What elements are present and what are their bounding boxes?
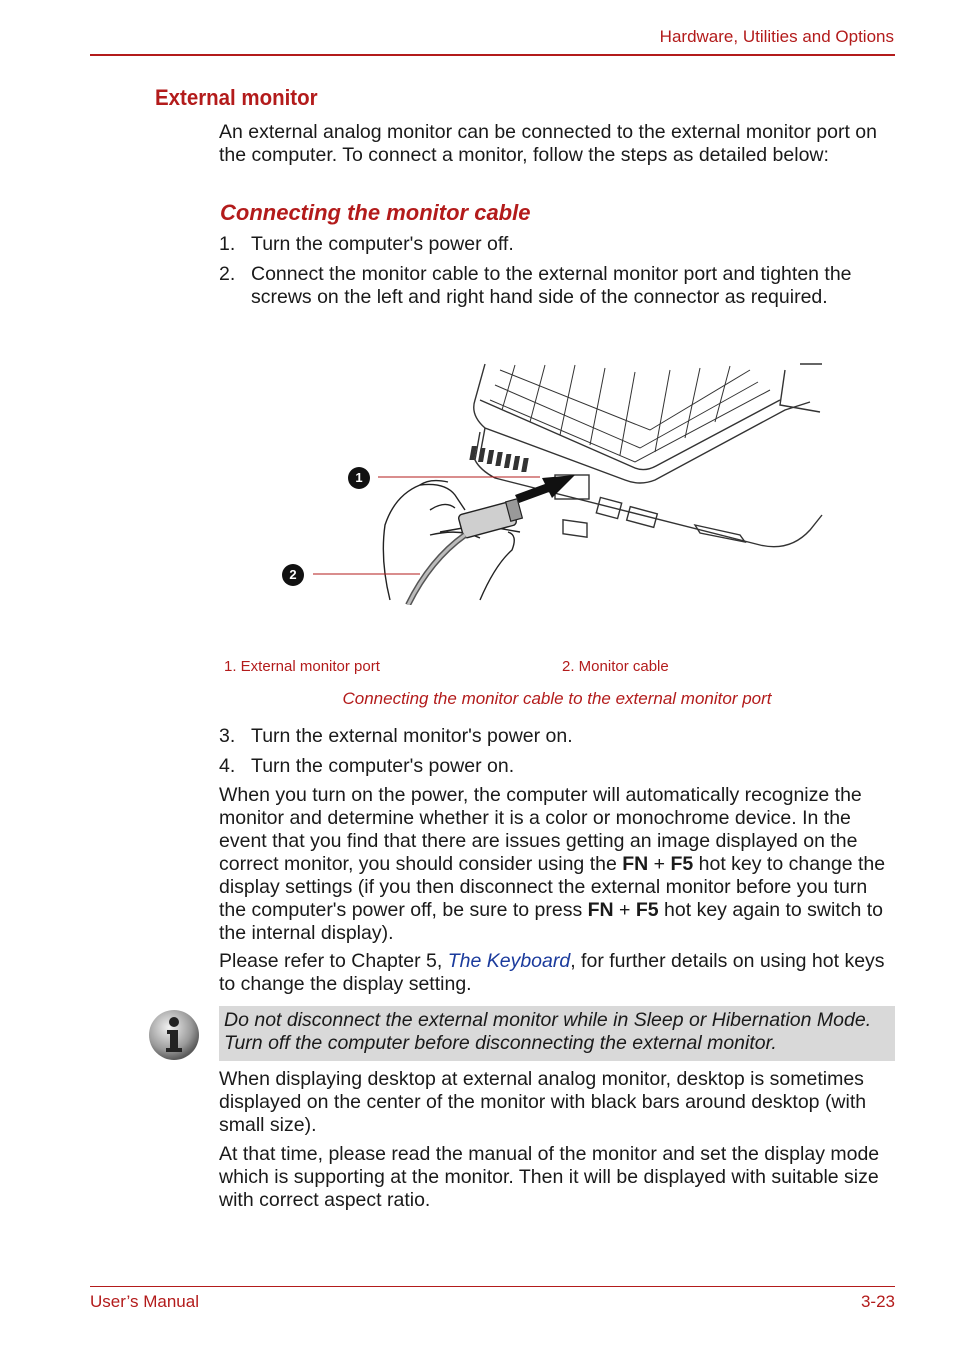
- list-number: 3.: [219, 725, 236, 747]
- text-run: hot key to change the display settings (if you then disconnect the external monitor before you turn the computer's power off, be sure to press: [219, 853, 886, 921]
- key-fn: FN: [587, 899, 614, 921]
- keyboard-illustration: [490, 365, 770, 462]
- list-text: Turn the external monitor's power on.: [251, 725, 573, 747]
- key-f5: F5: [635, 899, 659, 921]
- text-run: +: [648, 853, 671, 875]
- cable-connector-illustration: [408, 499, 522, 605]
- running-header: Hardware, Utilities and Options: [659, 27, 894, 46]
- info-icon: [147, 1008, 201, 1062]
- list-item: [219, 263, 895, 309]
- callout-2-badge: 2: [282, 564, 304, 586]
- text-run: When you turn on the power, the computer will automatically recognize the monitor and determine whether it is a color or monochrome device. In the event that you find that there are issues getting an image displayed on the correct monitor, you should consider using the: [219, 784, 862, 875]
- intro-paragraph: An external analog monitor can be connected to the external monitor port on the computer. To connect a monitor, follow the steps as detailed below:: [219, 121, 877, 166]
- figure-caption: Connecting the monitor cable to the external monitor port: [342, 689, 772, 708]
- header-rule: [90, 54, 895, 56]
- footer-page-number: 3-23: [860, 1292, 895, 1311]
- display-mode-paragraph: At that time, please read the manual of the monitor and set the display mode which is supporting at the monitor. Then it will be displayed with suitable size with correct aspect ratio.: [219, 1143, 880, 1211]
- list-text: Turn the computer's power on.: [251, 755, 515, 777]
- list-number: 2.: [219, 263, 236, 285]
- list-number: 1.: [219, 233, 236, 255]
- desktop-paragraph: When displaying desktop at external analog monitor, desktop is sometimes displayed on the center of the monitor with black bars around desktop (with small size).: [219, 1068, 867, 1136]
- text-run: hot key again to switch to the internal display).: [219, 899, 884, 944]
- list-item: [219, 725, 895, 748]
- text-run: Please refer to Chapter 5,: [219, 950, 448, 972]
- list-text: Connect the monitor cable to the external monitor port and tighten the screws on the left and right hand side of the connector as required.: [251, 263, 852, 308]
- note-box: [219, 1006, 895, 1061]
- vent-illustration: [469, 446, 528, 472]
- note-text: Do not disconnect the external monitor while in Sleep or Hibernation Mode. Turn off the computer before disconnecting the external monitor.: [224, 1009, 872, 1054]
- list-item: [219, 755, 895, 778]
- footer-manual-title: User’s Manual: [90, 1292, 199, 1311]
- reference-paragraph: [219, 950, 895, 996]
- list-item: [219, 233, 895, 256]
- hand-illustration: [383, 481, 520, 600]
- figure-label-2: 2. Monitor cable: [562, 658, 669, 675]
- keyboard-chapter-link[interactable]: The Keyboard: [447, 950, 571, 972]
- text-run: +: [613, 899, 636, 921]
- hotkey-paragraph: [219, 784, 895, 945]
- figure-label-1: 1. External monitor port: [224, 658, 380, 675]
- section-heading: External monitor: [155, 85, 318, 110]
- subsection-heading: Connecting the monitor cable: [220, 200, 531, 225]
- callout-1-badge: 1: [348, 467, 370, 489]
- text-run: , for further details on using hot keys to change the display setting.: [219, 950, 885, 995]
- footer-rule: [90, 1286, 895, 1287]
- list-number: 4.: [219, 755, 236, 777]
- list-text: Turn the computer's power off.: [251, 233, 514, 255]
- key-f5: F5: [670, 853, 694, 875]
- key-fn: FN: [622, 853, 649, 875]
